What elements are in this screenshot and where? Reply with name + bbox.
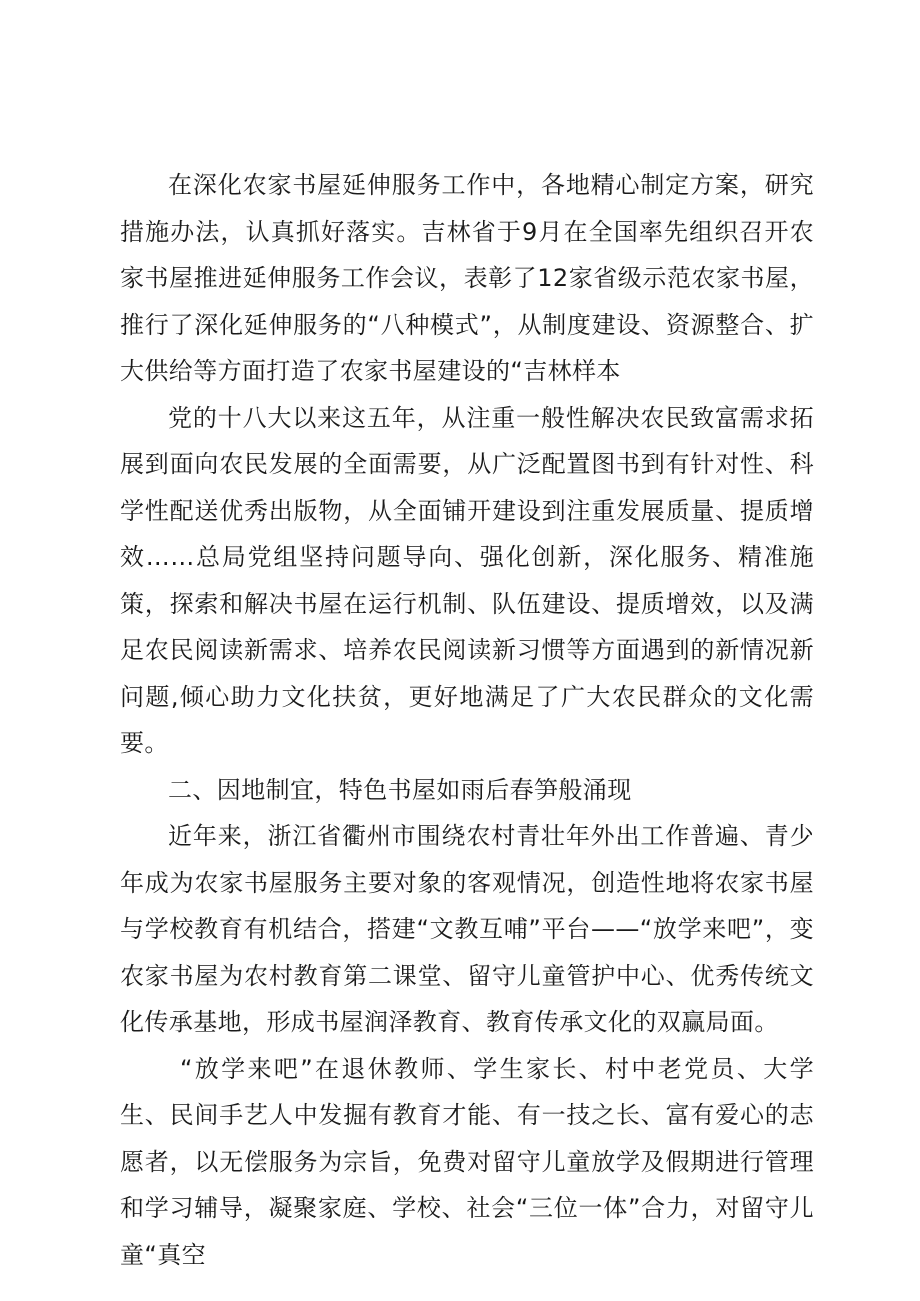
paragraph-after-school-volunteers: “放学来吧”在退休教师、学生家长、村中老党员、大学生、民间手艺人中发掘有教育才能、有一技之长、富有爱心的志愿者，以无偿服务为宗旨，免费对留守儿童放学及假期进行管理和学习辅导，凝聚家庭、学校、社会“三位一体”合力，对留守儿童“真空 [120, 1054, 814, 1269]
paragraph-quzhou-case: 近年来，浙江省衢州市围绕农村青壮年外出工作普遍、青少年成为农家书屋服务主要对象的客观情况，创造性地将农家书屋与学校教育有机结合，搭建“文教互哺”平台——“放学来吧”，变农家书屋为农村教育第二课堂、留守儿童管护中心、优秀传统文化传承基地，形成书屋润泽教育、教育传承文化的双赢局面。 [120, 822, 814, 1036]
document-body [120, 162, 814, 1278]
paragraph-jilin-extension-service: 在深化农家书屋延伸服务工作中，各地精心制定方案，研究措施办法，认真抓好落实。吉林省于9月在全国率先组织召开农家书屋推进延伸服务工作会议，表彰了12家省级示范农家书屋，推行了深化延伸服务的“八种模式”，从制度建设、资源整合、扩大供给等方面打造了农家书屋建设的“吉林样本 [120, 171, 814, 385]
paragraph-five-years-review: 党的十八大以来这五年，从注重一般性解决农民致富需求拓展到面向农民发展的全面需要，从广泛配置图书到有针对性、科学性配送优秀出版物，从全面铺开建设到注重发展质量、提质增效……总局党组坚持问题导向、强化创新，深化服务、精准施策，探索和解决书屋在运行机制、队伍建设、提质增效，以及满足农民阅读新需求、培养农民阅读新习惯等方面遇到的新情况新问题,倾心助力文化扶贫，更好地满足了广大农民群众的文化需要。 [120, 403, 814, 757]
section-heading: 二、因地制宜，特色书屋如雨后春笋般涌现 [168, 775, 632, 804]
